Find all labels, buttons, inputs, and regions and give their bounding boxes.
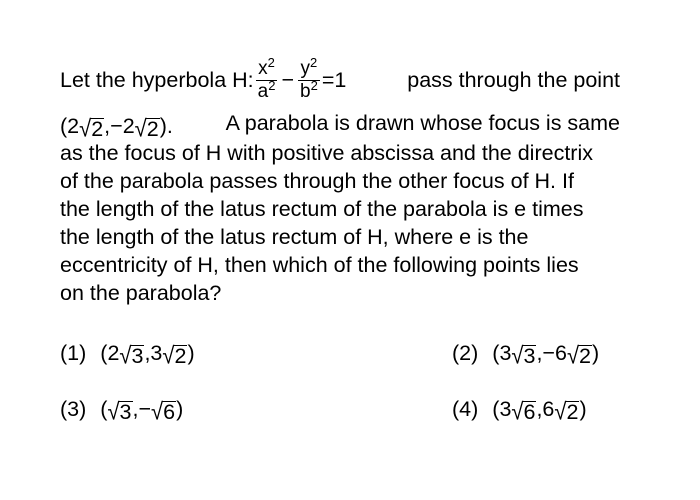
intro-text: Let the hyperbola <box>60 67 227 92</box>
option-3-label: (3) <box>60 397 87 421</box>
sqrt-2-second: √ 2 <box>134 114 159 142</box>
y-variable: y <box>300 57 311 79</box>
given-point: (2 √ 2 ,−2 √ 2 ). <box>60 114 173 142</box>
option-4[interactable]: (4) (3 √ 6 ,6 √ 2 ) <box>452 397 587 425</box>
x-exponent: 2 <box>267 54 275 70</box>
x-variable: x <box>258 57 268 79</box>
question-line-6: the length of the latus rectum of H, where e is the <box>60 225 529 249</box>
hyperbola-name: H: <box>232 67 254 92</box>
question-line-2 <box>60 110 620 140</box>
question-text <box>60 56 620 308</box>
sqrt-2-first: √ 2 <box>79 114 104 142</box>
minus-sign: − <box>281 67 295 92</box>
option-2-label: (2) <box>452 341 479 365</box>
question-line-5: the length of the latus rectum of the parabola is e times <box>60 197 584 221</box>
y2-over-b2-fraction <box>298 54 320 102</box>
pass-through-text: pass through the point <box>407 67 620 92</box>
a-exponent: 2 <box>268 77 276 93</box>
b-exponent: 2 <box>310 77 318 93</box>
y-exponent: 2 <box>310 54 318 70</box>
option-4-label: (4) <box>452 397 479 421</box>
question-line-4: of the parabola passes through the other focus of H. If <box>60 169 574 193</box>
option-1[interactable]: (1) (2 √ 3 ,3 √ 2 ) <box>60 341 195 369</box>
option-2[interactable]: (2) (3 √ 3 ,−6 √ 2 ) <box>452 341 600 369</box>
option-1-label: (1) <box>60 341 87 365</box>
x2-over-a2-fraction <box>256 54 278 102</box>
a-variable: a <box>257 80 269 102</box>
options-row-2 <box>60 396 620 452</box>
parabola-intro-text: A parabola is drawn whose focus is same <box>225 111 620 135</box>
answer-options <box>60 340 620 452</box>
option-3[interactable]: (3) ( √ 3 ,− √ 6 ) <box>60 397 184 425</box>
b-variable: b <box>300 80 311 102</box>
question-line-1 <box>60 56 620 104</box>
hyperbola-statement <box>60 54 347 102</box>
options-row-1 <box>60 340 620 396</box>
question-line-3: as the focus of H with positive abscissa and the directrix <box>60 141 593 165</box>
question-line-7: eccentricity of H, then which of the following points lies <box>60 253 579 277</box>
question-line-8: on the parabola? <box>60 281 222 305</box>
equals-one: =1 <box>321 67 347 92</box>
